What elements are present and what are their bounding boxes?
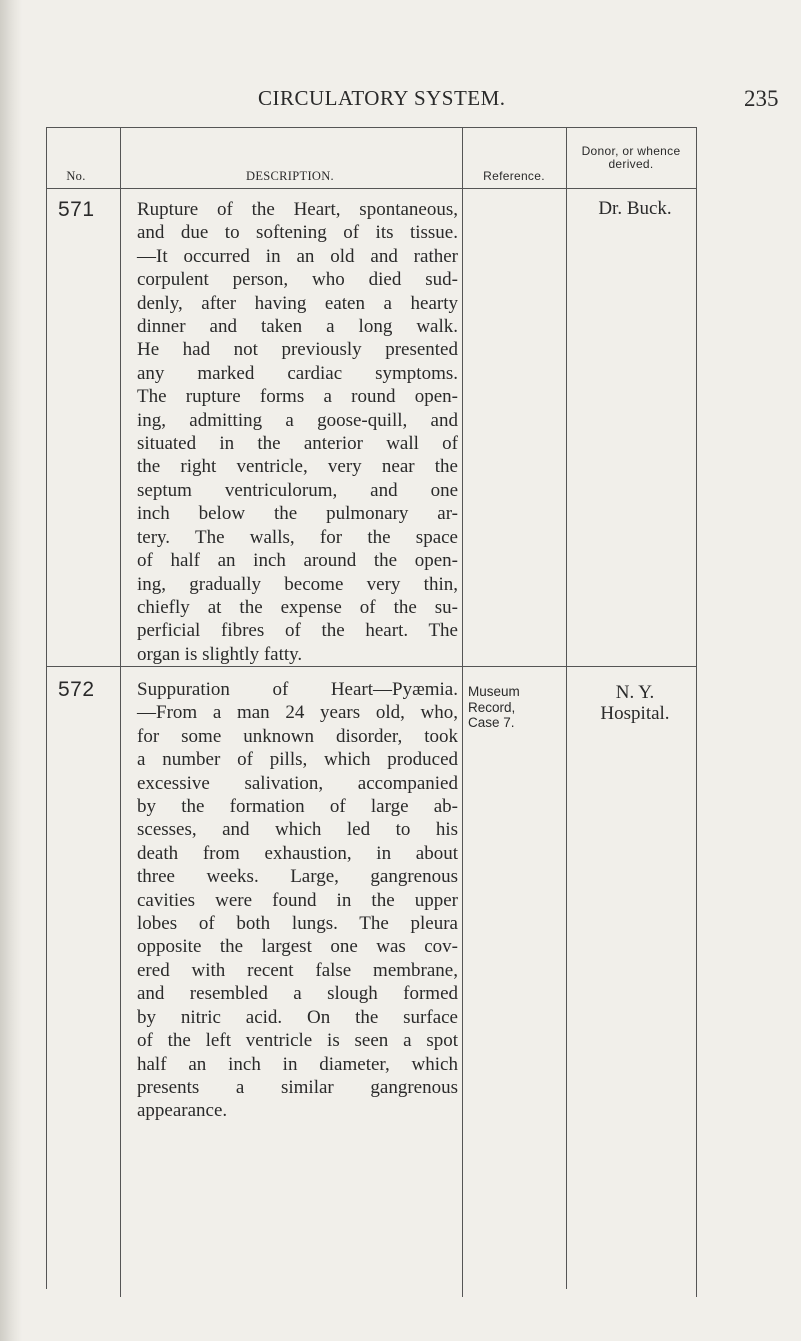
description-line: The rupture forms a round open- [137, 386, 458, 408]
page-binding-shadow [0, 0, 22, 1341]
description-line: a number of pills, which produced [137, 749, 458, 771]
description-line: half an inch in diameter, which [137, 1053, 458, 1075]
entry-description [137, 678, 458, 1123]
description-line: scesses, and which led to his [137, 819, 458, 841]
column-rule-reference [566, 127, 567, 1289]
description-line: of half an inch around the open- [137, 550, 458, 572]
reference-line: Case 7. [468, 715, 515, 730]
description-line: excessive salivation, accompanied [137, 772, 458, 794]
donor-line: N. Y. [615, 682, 655, 703]
description-line: denly, after having eaten a hearty [137, 292, 458, 314]
table-top-rule [46, 127, 696, 128]
header-description: DESCRIPTION. [246, 169, 334, 183]
description-line: appearance. [137, 1100, 228, 1122]
page-number: 235 [744, 86, 779, 111]
entry-description [137, 198, 458, 666]
entry-reference [468, 684, 558, 731]
description-line: chiefly at the expense of the su- [137, 596, 458, 618]
donor-line: Hospital. [600, 703, 670, 724]
description-line: tery. The walls, for the space [137, 526, 458, 548]
entry-number: 572 [58, 678, 95, 701]
description-line: organ is slightly fatty. [137, 643, 303, 665]
description-line: Suppuration of Heart—Pyæmia. [137, 679, 458, 700]
description-line: by the formation of large ab- [137, 796, 458, 818]
description-line: situated in the anterior wall of [137, 433, 458, 455]
description-line: —From a man 24 years old, who, [137, 702, 458, 724]
description-line: ing, admitting a goose-quill, and [137, 409, 458, 431]
header-reference: Reference. [483, 169, 545, 183]
running-head [0, 86, 801, 116]
description-line: for some unknown disorder, took [137, 725, 458, 747]
description-line: perficial fibres of the heart. The [137, 620, 458, 642]
description-line: septum ventriculorum, and one [137, 479, 458, 501]
reference-line: Museum [468, 684, 520, 699]
running-title: CIRCULATORY SYSTEM. [258, 86, 506, 110]
donor-line: Dr. Buck. [598, 198, 672, 219]
description-line: opposite the largest one was cov- [137, 936, 458, 958]
column-rule-no [120, 127, 121, 1297]
description-line: He had not previously presented [137, 339, 458, 361]
header-donor-line2: derived. [608, 157, 654, 171]
description-line: three weeks. Large, gangrenous [137, 866, 458, 888]
description-line: lobes of both lungs. The pleura [137, 913, 458, 935]
description-line: of the left ventricle is seen a spot [137, 1030, 458, 1052]
entry-donor [572, 682, 698, 724]
description-line: any marked cardiac symptoms. [137, 362, 458, 384]
description-line: corpulent person, who died sud- [137, 269, 458, 291]
description-line: presents a similar gangrenous [137, 1076, 458, 1098]
description-line: ered with recent false membrane, [137, 959, 458, 981]
description-line: cavities were found in the upper [137, 889, 458, 911]
entry-number: 571 [58, 198, 95, 221]
description-line: ing, gradually become very thin, [137, 573, 458, 595]
description-line: by nitric acid. On the surface [137, 1006, 458, 1028]
header-donor-line1: Donor, or whence [581, 144, 681, 158]
description-line: inch below the pulmonary ar- [137, 503, 458, 525]
description-line: —It occurred in an old and rather [137, 245, 458, 267]
reference-line: Record, [468, 699, 516, 715]
header-bottom-rule [46, 188, 696, 189]
header-no: No. [66, 169, 86, 183]
description-line: and resembled a slough formed [137, 983, 458, 1005]
entry-divider-rule [46, 666, 696, 667]
description-line: the right ventricle, very near the [137, 456, 458, 478]
description-line: Rupture of the Heart, spontaneous, [137, 199, 458, 220]
header-donor [567, 145, 695, 171]
column-rule-left [46, 127, 47, 1289]
description-line: death from exhaustion, in about [137, 842, 458, 864]
description-line: dinner and taken a long walk. [137, 316, 458, 338]
column-rule-description [462, 127, 463, 1297]
entry-donor [572, 198, 698, 219]
description-line: and due to softening of its tissue. [137, 222, 458, 244]
